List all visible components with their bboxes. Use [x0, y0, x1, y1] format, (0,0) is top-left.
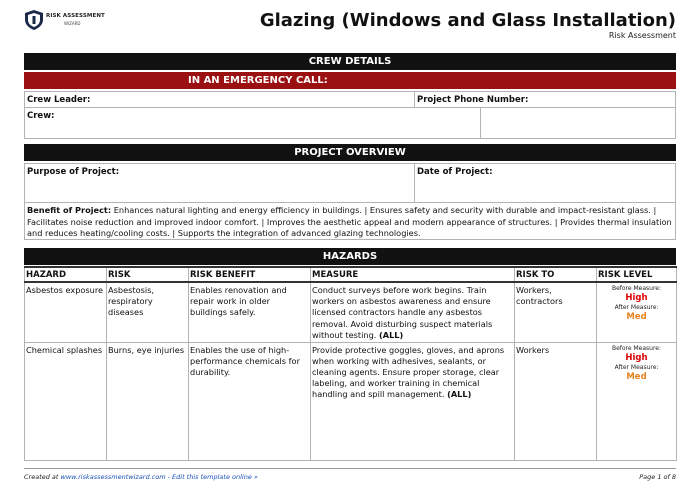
table-row — [25, 282, 677, 342]
page-number: Page 1 of 8 — [639, 473, 676, 481]
col-hazard: HAZARD — [25, 267, 107, 282]
col-risk-to: RISK TO — [515, 267, 597, 282]
purpose-label: Purpose of Project: — [27, 167, 120, 177]
measure-text: Provide protective goggles, gloves, and aprons when working with adhesives, sealants, or cleaning agents. Ensure proper storage, clear labeling, and worker training in chemical handling and spill management. — [312, 344, 505, 400]
risk-to-cell: Workers — [515, 342, 597, 460]
emergency-call-bar: IN AN EMERGENCY CALL: — [24, 72, 676, 89]
benefit-text: Enhances natural lighting and energy efficiency in buildings. | Ensures safety and security with durable and impact-resistant glass. | Facilitates noise reduction and improved indoor comfort. | Improves the aesthetic appeal and modern appearance of structures. | Provides thermal insulation and reduces heating/cooling costs. | Supports the integration of advanced glazing technologies. — [27, 205, 672, 238]
crew-column-divider — [414, 91, 415, 107]
after-measure-label: After Measure: — [614, 304, 659, 311]
table-row — [25, 342, 677, 460]
hazard-cell: Chemical splashes — [25, 342, 107, 460]
risk-benefit-cell: Enables renovation and repair work in older buildings safely. — [189, 282, 311, 342]
measure-tag: (ALL) — [447, 389, 472, 400]
logo-title: RISK ASSESSMENT — [46, 13, 105, 20]
before-measure-label: Before Measure: — [611, 344, 662, 352]
measure-text: Conduct surveys before work begins. Train workers on asbestos awareness and ensure licensed contractors handle any asbestos removal. Avoid disturbing suspect materials without testing. — [312, 285, 493, 340]
project-overview-heading: PROJECT OVERVIEW — [24, 144, 676, 161]
hazards-heading: HAZARDS — [24, 248, 676, 265]
hazards-header-row — [25, 267, 677, 282]
col-risk-benefit: RISK BENEFIT — [189, 267, 311, 282]
footer-created-prefix: Created at — [24, 473, 61, 481]
risk-level-cell — [597, 342, 677, 460]
risk-cell: Asbestosis, respiratory diseases — [107, 282, 189, 342]
measure-cell — [311, 282, 515, 342]
crew-field-divider — [480, 107, 481, 139]
after-measure-level: Med — [626, 312, 647, 322]
col-risk-level: RISK LEVEL — [597, 267, 677, 282]
benefit-label: Benefit of Project: — [27, 205, 112, 215]
after-measure-label: After Measure: — [614, 363, 659, 371]
document-subtitle: Risk Assessment — [608, 31, 676, 40]
crew-details-box — [24, 91, 676, 139]
document-title: Glazing (Windows and Glass Installation) — [259, 10, 676, 31]
risk-to-cell: Workers, contractors — [515, 282, 597, 342]
crew-divider — [24, 107, 676, 108]
risk-cell: Burns, eye injuries — [107, 342, 189, 460]
col-risk: RISK — [107, 267, 189, 282]
overview-column-divider — [414, 163, 415, 203]
crew-leader-label: Crew Leader: — [27, 95, 91, 105]
risk-level-cell — [597, 282, 677, 342]
measure-tag: (ALL) — [378, 329, 404, 340]
risk-benefit-cell: Enables the use of high-performance chemicals for durability. — [189, 342, 311, 460]
col-measure: MEASURE — [311, 267, 515, 282]
measure-cell — [311, 342, 515, 460]
footer-divider — [24, 468, 676, 469]
company-logo — [25, 10, 105, 30]
footer-credit — [24, 473, 258, 481]
after-measure-level: Med — [626, 371, 647, 382]
logo-subtitle: WIZARD — [64, 20, 81, 26]
shield-logo-icon — [25, 10, 43, 30]
crew-label: Crew: — [27, 111, 55, 121]
project-overview-box — [24, 163, 676, 203]
footer-link[interactable]: www.riskassessmentwizard.com - Edit this template online » — [60, 473, 258, 481]
project-phone-label: Project Phone Number: — [417, 95, 529, 105]
hazards-table — [24, 266, 677, 461]
before-measure-level: High — [625, 352, 648, 363]
date-label: Date of Project: — [417, 167, 493, 177]
before-measure-label: Before Measure: — [611, 285, 662, 292]
project-benefit — [24, 202, 676, 240]
before-measure-level: High — [625, 293, 648, 303]
crew-details-heading: CREW DETAILS — [24, 53, 676, 70]
hazard-cell: Asbestos exposure — [25, 282, 107, 342]
